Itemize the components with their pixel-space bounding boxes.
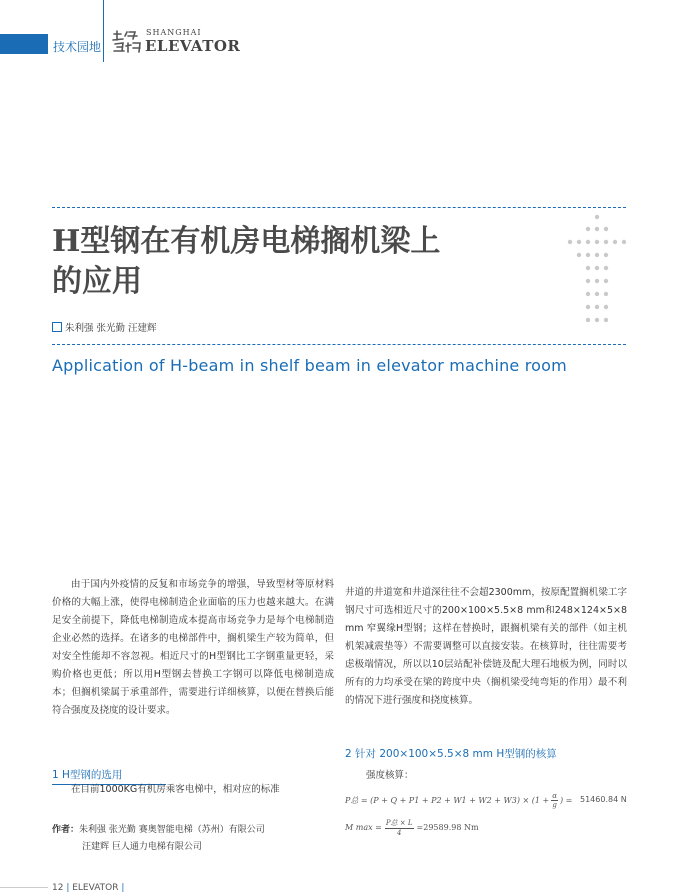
intro-paragraph xyxy=(52,576,334,720)
formula-2-denominator: 4 xyxy=(396,829,402,837)
formula-1-expression: P总 = (P + Q + P1 + P2 + W1 + W2 + W3) × (1 + xyxy=(345,796,550,805)
formula-2-numerator: P总 × L xyxy=(385,819,413,827)
strength-check-label: 强度核算： xyxy=(366,770,414,781)
formula-2-result: =29589.98 Nm xyxy=(416,823,479,832)
page-number: 12 xyxy=(52,883,64,893)
section-1-paragraph xyxy=(52,781,334,799)
section-2-heading: 2 针对 200×100×5.5×8 mm H型钢的核算 xyxy=(345,748,557,760)
intro-text: 由于国内外疫情的反复和市场竞争的增强，导致型材等原材料价格的大幅上涨，使得电梯制造企业面临的压力也越来越大。在满足安全前提下，降低电梯制造成本提高市场竞争力是每个电梯制造企业必然的选择。在诸多的电梯部件中，搁机梁生产较为简单，但对安全性能却不容忽视。相近尺寸的H型钢比工字钢重量更轻，采购价格也更低；所以用H型钢去替换工字钢可以降低电梯制造成本；但搁机梁属于承重部件，需要进行详细核算，以便在替换后能符合强度及挠度的设计要求。 xyxy=(52,579,334,716)
section-1-heading: 1 H型钢的选用 xyxy=(52,769,123,781)
section-label: 技术园地 xyxy=(53,40,102,54)
logo-shanghai: SHANGHAI xyxy=(146,28,202,37)
page-footer xyxy=(52,883,124,893)
logo-chinese-calligraphy xyxy=(111,30,143,54)
author-note-label: 作者： xyxy=(52,825,80,835)
author-affiliation-note xyxy=(52,822,265,856)
formula-total-load xyxy=(345,792,572,809)
formula-1-denominator: g xyxy=(552,801,557,809)
logo-elevator: ELEVATOR xyxy=(145,37,241,55)
title-line-2: 的应用 xyxy=(52,264,142,299)
footer-journal: ELEVATOR xyxy=(72,883,119,893)
author-note-line-1: 朱利强 张光勤 赛奥智能电梯（苏州）有限公司 xyxy=(79,825,265,835)
right-column-paragraph xyxy=(345,584,627,710)
footer-rule xyxy=(0,887,48,888)
title-line-1: H型钢在有机房电梯搁机梁上 xyxy=(52,224,441,259)
author-note-line-2: 汪建辉 巨人通力电梯有限公司 xyxy=(82,842,202,852)
footer-separator: | xyxy=(66,883,73,893)
right-column-text: 井道的井道宽和井道深往往不会超2300mm，按原配置搁机梁工字钢尺寸可选相近尺寸的200×100×5.5×8 mm和248×124×5×8 mm 窄翼缘H型钢；这样在替换时，跟搁机梁有关的部件（如主机机架减震垫等）不需要调整可以直接安装。在核算时，往往需要考虑极端情况，所以以10层站配补偿链及配大理石地板为例，同时以所有的力均承受在梁的跨度中央（搁机梁受纯弯矩的作用）最不利的情况下进行强度和挠度核算。 xyxy=(345,587,627,706)
title-top-divider xyxy=(52,207,626,208)
formula-1-fraction xyxy=(551,792,558,809)
header-divider xyxy=(103,0,104,62)
section-tab-block xyxy=(0,34,48,54)
formula-2-lhs: M max = xyxy=(345,823,382,832)
formula-max-moment xyxy=(345,818,479,837)
formula-2-fraction xyxy=(385,818,414,837)
title-bottom-divider xyxy=(52,344,626,345)
authors-text: 朱利强 张光勤 汪建辉 xyxy=(65,323,157,334)
formula-1-result: 51460.84 N xyxy=(580,795,627,804)
footer-separator-end: | xyxy=(121,883,125,893)
section-1-text: 在目前1000KG有机房乘客电梯中，相对应的标准 xyxy=(71,784,280,795)
article-authors xyxy=(52,320,157,334)
author-marker-box xyxy=(52,322,62,332)
formula-1-tail: ) = xyxy=(559,796,573,805)
english-title: Application of H-beam in shelf beam in elevator machine room xyxy=(52,356,567,375)
formula-1-numerator: α xyxy=(552,792,557,800)
article-title xyxy=(52,222,552,302)
decorative-dot-grid xyxy=(566,213,628,327)
